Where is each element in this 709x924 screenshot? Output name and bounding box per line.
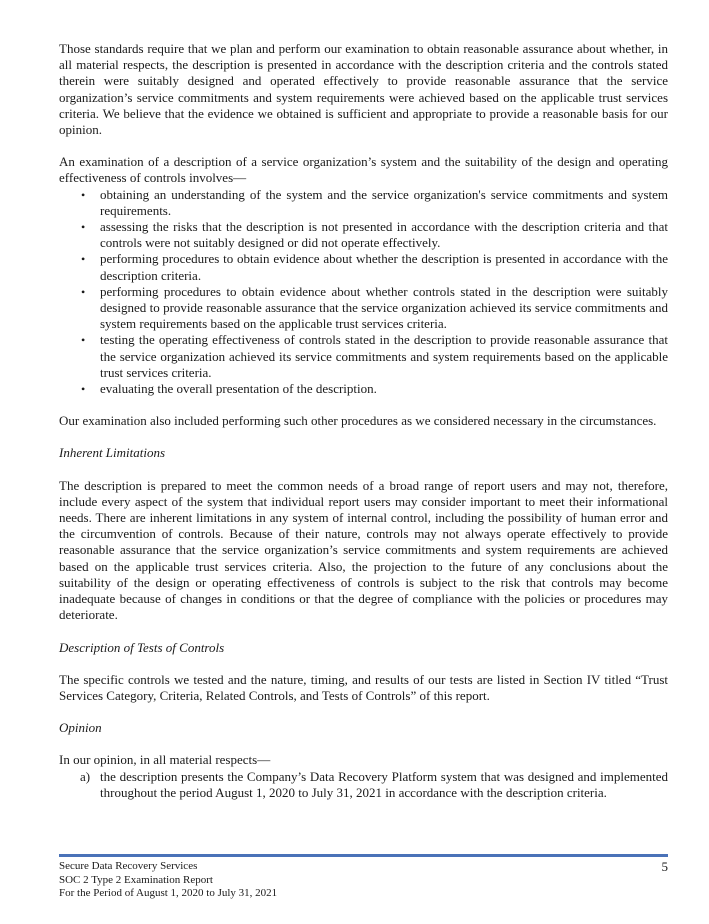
bullet-icon: •: [81, 252, 86, 267]
opinion-list: [59, 769, 668, 801]
list-item: [59, 284, 668, 333]
section-heading-tests-of-controls: Description of Tests of Controls: [59, 639, 225, 655]
bullet-icon: •: [81, 220, 86, 235]
bullet-icon: •: [81, 333, 86, 348]
paragraph-standards: Those standards require that we plan and perform our examination to obtain reasonable assurance about whether, in all material respects, the description is presented in accordance with the description criteria and the controls stated therein were suitably designed and operated effectively to provide reasonable assurance that the service organization’s service commitments and system requirements were achieved based on the applicable trust services criteria. We believe that the evidence we obtained is sufficient and appropriate to provide a reasonable basis for our opinion.: [59, 41, 668, 138]
list-item: [59, 219, 668, 251]
list-item: [59, 381, 668, 397]
list-item-text: performing procedures to obtain evidence about whether the description is presented in accordance with the description criteria.: [100, 251, 668, 283]
footer-divider: [59, 854, 668, 857]
footer-report-title: SOC 2 Type 2 Examination Report: [59, 873, 213, 886]
list-item-text: obtaining an understanding of the system and the service organization's service commitments and system requirements.: [100, 186, 668, 218]
paragraph-other-procedures: Our examination also included performing such other procedures as we considered necessary in the circumstances.: [59, 413, 657, 429]
list-item: [59, 251, 668, 283]
list-item-text: testing the operating effectiveness of controls stated in the description to provide reasonable assurance that the service organization achieved its service commitments and system requirements based on the applicable trust services criteria.: [100, 332, 668, 380]
section-heading-inherent-limitations: Inherent Limitations: [59, 445, 166, 461]
paragraph-opinion-intro: In our opinion, in all material respects—: [59, 752, 271, 768]
paragraph-examination-intro: An examination of a description of a service organization’s system and the suitability of the design and operating effectiveness of controls involves—: [59, 154, 668, 186]
examination-procedures-list: [59, 187, 668, 398]
footer-report-period: For the Period of August 1, 2020 to July 31, 2021: [59, 887, 278, 899]
list-item-text: performing procedures to obtain evidence about whether controls stated in the description were suitably designed to provide reasonable assurance that the service organization achieved its service commitments and system requirements based on the applicable trust services criteria.: [100, 283, 668, 332]
bullet-icon: •: [81, 284, 86, 299]
page-number: 5: [661, 859, 668, 874]
list-item: [59, 332, 668, 381]
bullet-icon: •: [81, 382, 86, 397]
bullet-icon: •: [81, 187, 86, 202]
list-item-text: assessing the risks that the description is not presented in accordance with the description criteria and that controls were not suitably designed or did not operate effectively.: [100, 219, 668, 251]
paragraph-tests-of-controls: The specific controls we tested and the nature, timing, and results of our tests are listed in Section IV titled “Trust Services Category, Criteria, Related Controls, and Tests of Controls” of this report.: [59, 671, 668, 703]
document-page: [59, 41, 668, 801]
list-item-text: evaluating the overall presentation of the description.: [100, 381, 377, 397]
footer-company-name: Secure Data Recovery Services: [59, 860, 198, 872]
list-item-text: the description presents the Company’s Data Recovery Platform system that was designed and implemented throughout the period August 1, 2020 to July 31, 2021 in accordance with the description criteria.: [100, 768, 668, 800]
list-item: [59, 187, 668, 219]
section-heading-opinion: Opinion: [59, 720, 102, 736]
page-footer: [59, 860, 668, 901]
paragraph-inherent-limitations: The description is prepared to meet the common needs of a broad range of report users and may not, therefore, include every aspect of the system that individual report users may consider important to meet their informational needs. There are inherent limitations in any system of internal control, including the possibility of human error and the circumvention of controls. Because of their nature, controls may not always operate effectively to provide reasonable assurance that the service organization’s service commitments and system requirements are achieved based on the applicable trust services criteria. Also, the projection to the future of any conclusions about the suitability of the design or operating effectiveness of controls is subject to the risk that controls may become inadequate because of changes in conditions or that the degree of compliance with the policies or procedures may deteriorate.: [59, 477, 668, 623]
list-marker: a): [80, 768, 91, 784]
list-item: [59, 769, 668, 801]
